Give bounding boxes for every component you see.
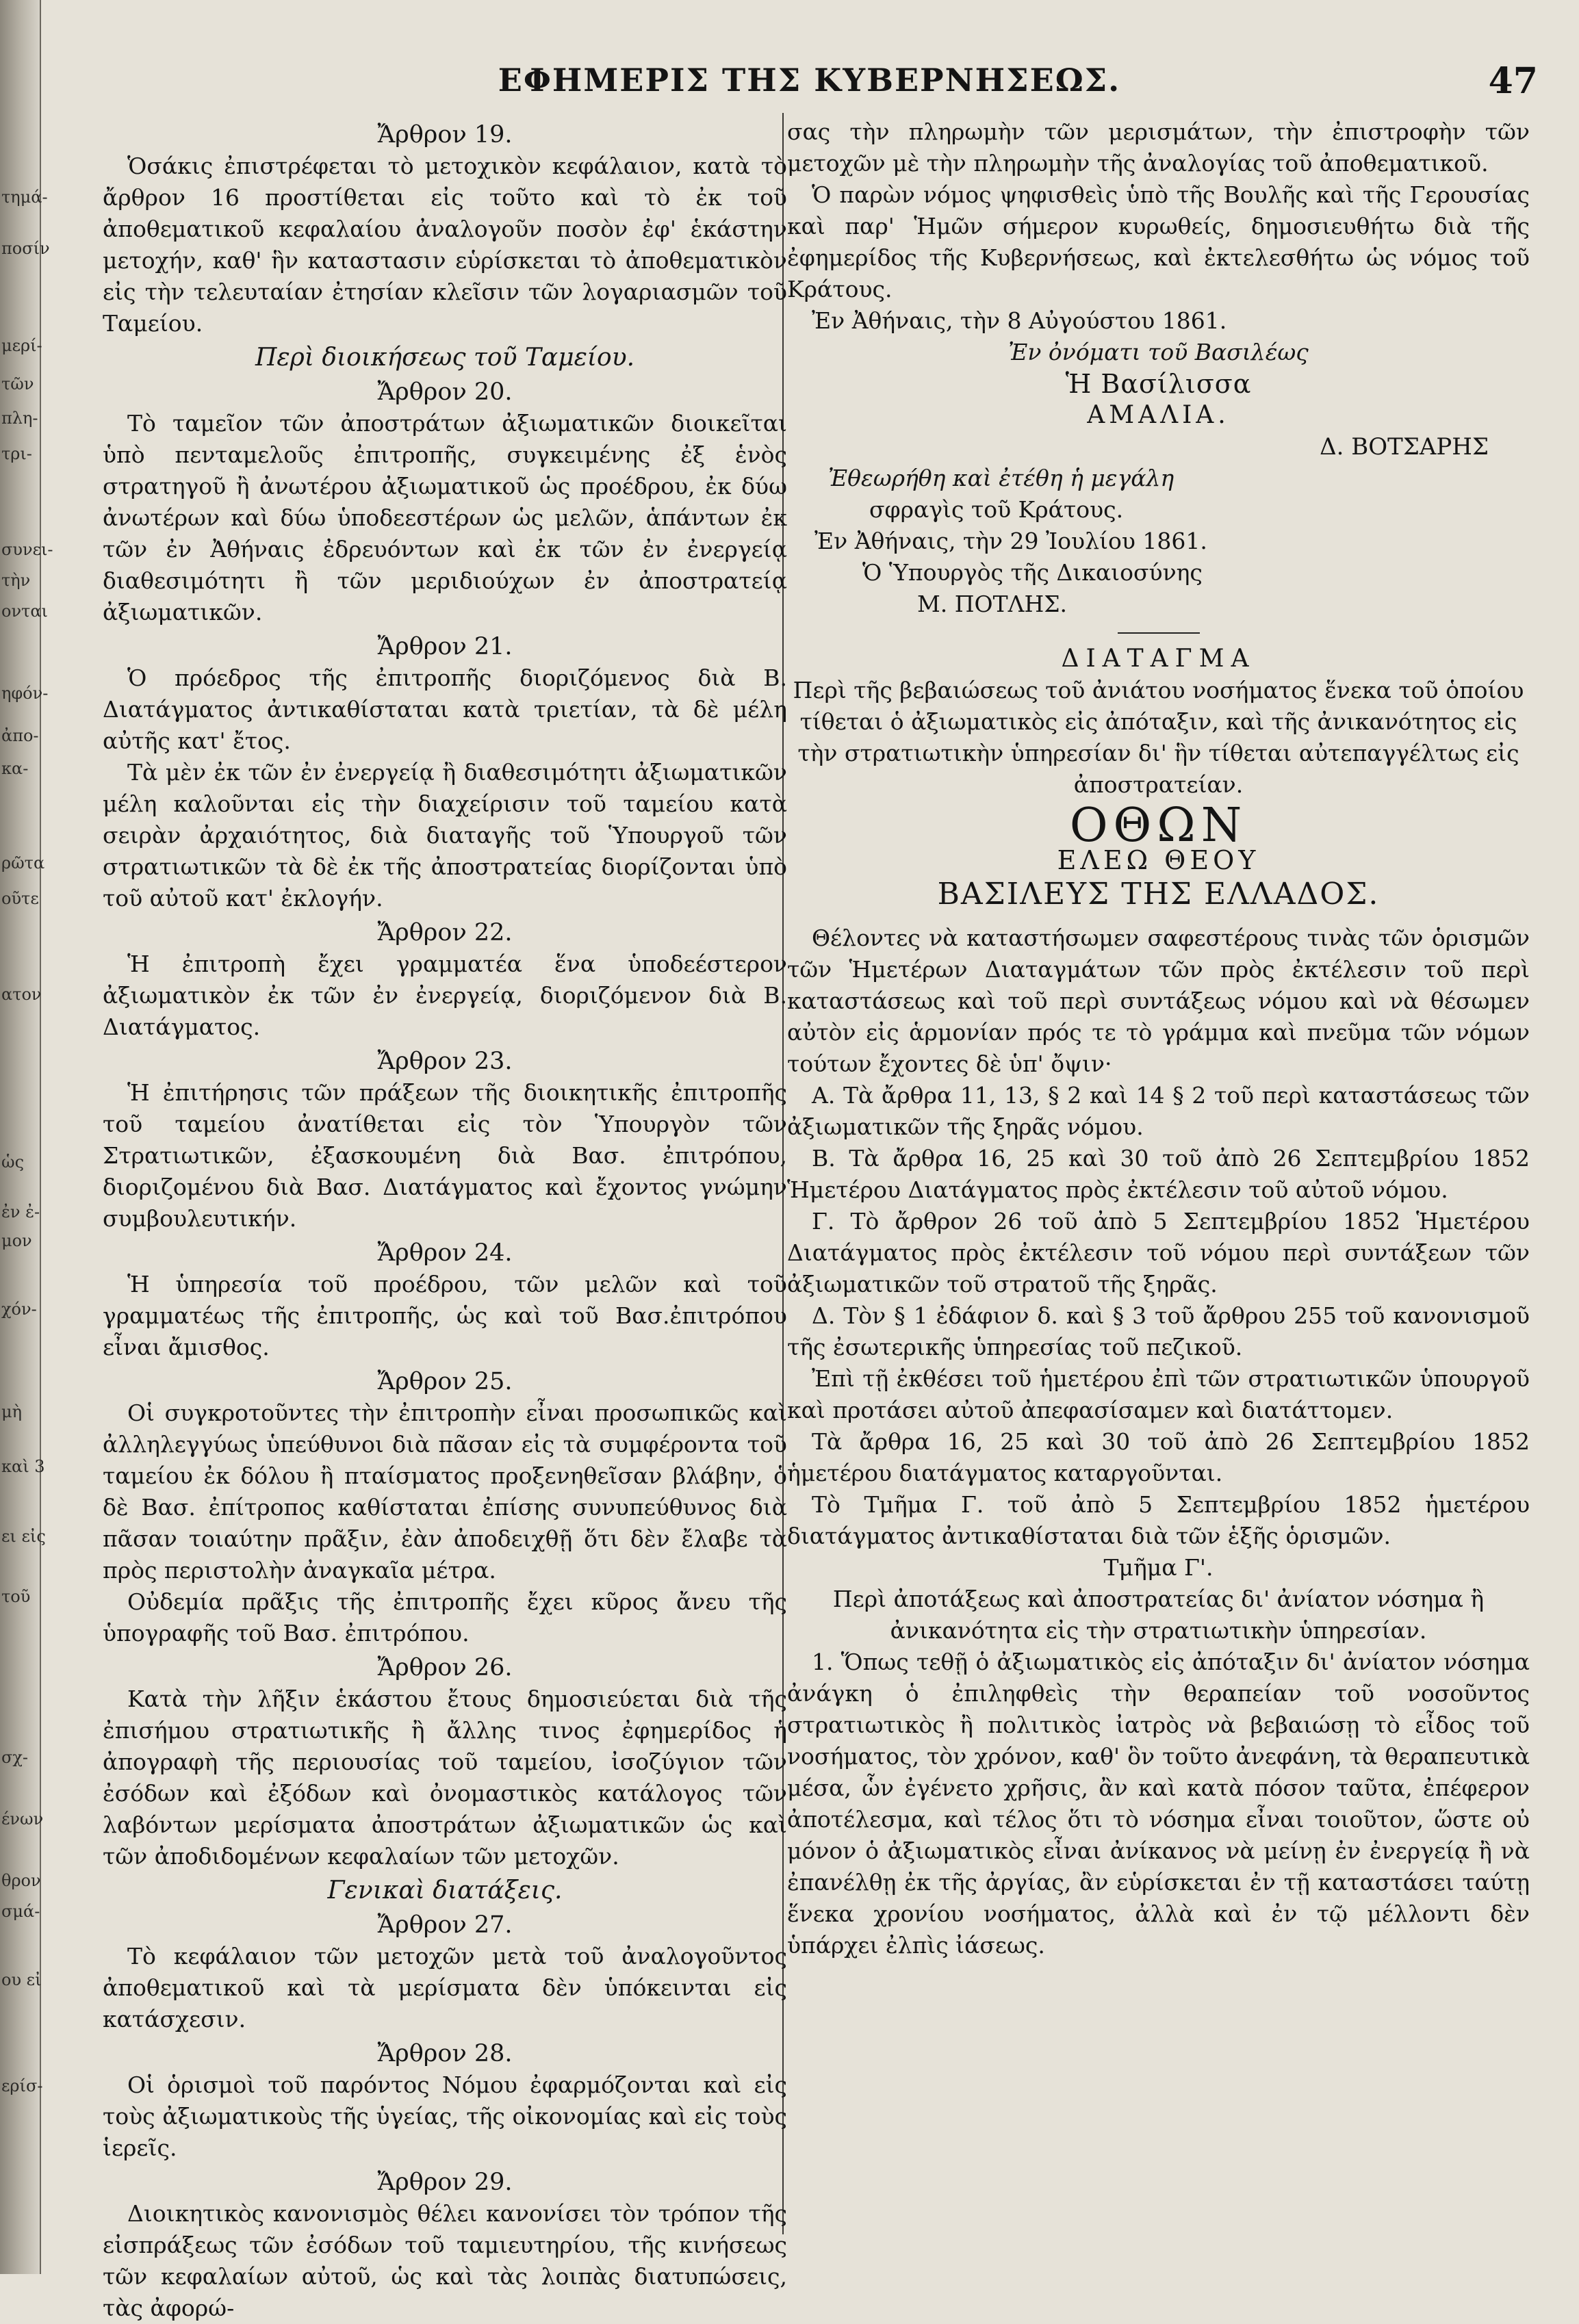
article-text: Οὐδεμία πρᾶξις τῆς ἐπιτροπῆς ἔχει κῦρος ἄνευ τῆς ὑπογραφῆς τοῦ Βασ. ἐπιτρόπου. <box>103 1588 787 1647</box>
queen-title: Ἡ Βασίλισσα <box>1065 369 1252 399</box>
paragraph-text: 1. Ὅπως τεθῇ ὁ ἀξιωματικὸς εἰς ἀπόταξιν δι' ἀνίατον νόσημα ἀνάγκη ὁ ἐπιληφθεὶς τὴν θεραπείαν τοῦ νοσοῦντος στρατιωτικὸς ἢ πολιτικὸς ἰατρὸς νὰ βεβαιώσῃ τὸ εἶδος τοῦ νοσήματος, τὸν χρόνον, καθ' ὃν τοῦτο ἀνεφάνη, τὰ θεραπευτικὰ μέσα, ὧν ἐγένετο χρῆσις, ἂν καὶ κατὰ πόσον ταῦτα, ἐπέφερον ἀποτέλεσμα, καὶ τέλος ὅτι τὸ νόσημα εἶναι τοιοῦτον, ὥστε οὐ μόνον ὁ ἀξιωματικὸς εἶναι ἀνίκανος νὰ μείνῃ ἐν ἐνεργείᾳ ἢ νὰ ἐπανέλθῃ ἐκ τῆς ἀργίας, ἂν εὑρίσκεται ἐν τῇ καταστάσει ταύτῃ ἕνεκα χρονίου νοσήματος, ἀλλὰ καὶ ἐν τῷ μέλλοντι δὲν ὑπάρχει ἐλπὶς ἰάσεως. <box>787 1649 1530 1959</box>
regency-line: Ἐν ὀνόματι τοῦ Βασιλέως <box>1008 339 1309 365</box>
date-line: Ἐν Ἀθήναις, τὴν 8 Αὐγούστου 1861. <box>812 307 1227 334</box>
margin-fragment: ὡς <box>1 1152 25 1172</box>
repeal-text: Τὸ Τμῆμα Γ. τοῦ ἀπὸ 5 Σεπτεμβρίου 1852 ἡμετέρου διατάγματος ἀντικαθίσταται διὰ τῶν ἑξῆς ὁρισμῶν. <box>787 1491 1530 1549</box>
margin-fragment: ἀπο- <box>1 726 39 745</box>
margin-fragment: τρι- <box>1 444 32 463</box>
section-heading: Γενικαὶ διατάξεις. <box>327 1876 563 1905</box>
enactment-text: Ὁ παρὼν νόμος ψηφισθεὶς ὑπὸ τῆς Βουλῆς καὶ τῆς Γερουσίας καὶ παρ' Ἡμῶν σήμερον κυρωθείς, δημοσιευθήτω διὰ τῆς ἐφημερίδος τῆς Κυβερνήσεως, καὶ ἐκτελεσθήτω ὡς νόμος τοῦ Κράτους. <box>787 181 1530 302</box>
list-item: Β. Τὰ ἄρθρα 16, 25 καὶ 30 τοῦ ἀπὸ 26 Σεπτεμβρίου 1852 Ἡμετέρου Διατάγματος πρὸς ἐκτέλεσιν τοῦ αὐτοῦ νόμου. <box>787 1145 1530 1203</box>
list-item: Γ. Τὸ ἄρθρον 26 τοῦ ἀπὸ 5 Σεπτεμβρίου 1852 Ἡμετέρου Διατάγματος πρὸς ἐκτέλεσιν τοῦ νόμου περὶ συντάξεων τῶν ἀξιωματικῶν τοῦ στρατοῦ τῆς ξηρᾶς. <box>787 1208 1530 1297</box>
section-rule <box>1118 632 1200 634</box>
margin-fragment: χόν- <box>1 1300 37 1319</box>
article-text: Τὸ κεφάλαιον τῶν μετοχῶν μετὰ τοῦ ἀναλογοῦντος ἀποθεματικοῦ καὶ τὰ μερίσματα δὲν ὑπόκεινται εἰς κατάσχεσιν. <box>103 1943 787 2032</box>
article-text: Ἡ ἐπιτροπὴ ἔχει γραμματέα ἕνα ὑποδεέστερον ἀξιωματικὸν ἐκ τῶν ἐν ἐνεργείᾳ, διοριζόμενον διὰ Β. Διατάγματος. <box>103 951 787 1040</box>
article-heading: Ἄρθρον 21. <box>377 633 513 660</box>
seal-line: σφραγὶς τοῦ Κράτους. <box>869 496 1124 523</box>
margin-fragment: ἐν ἐ- <box>1 1202 40 1222</box>
article-text: Τὸ ταμεῖον τῶν ἀποστράτων ἀξιωματικῶν διοικεῖται ὑπὸ πενταμελοῦς ἐπιτροπῆς, συγκειμένης ἐξ ἑνὸς στρατηγοῦ ἢ ἀνωτέρου ἀξιωματικοῦ ὡς προέδρου, ἐκ δύω ἀνωτέρων καὶ δύω ὑποδεεστέρων ὡς μελῶν, ἁπάντων ἐκ τῶν ἐν Ἀθήναις ἐδρευόντων καὶ ἐκ τῶν ἐν ἐνεργείᾳ διαθεσιμότητι ἢ τῶν μεριδιούχων ἐν ἀποστρατείᾳ ἀξιωματικῶν. <box>103 410 787 625</box>
margin-fragment: τῶν <box>1 374 34 393</box>
page-number: 47 <box>1488 60 1538 102</box>
king-name: ΟΘΩΝ <box>1069 799 1248 853</box>
minister-title: Ὁ Ὑπουργὸς τῆς Δικαιοσύνης <box>862 559 1203 586</box>
article-text: Κατὰ τὴν λῆξιν ἑκάστου ἔτους δημοσιεύεται διὰ τῆς ἐπισήμου στρατιωτικῆς ἢ ἄλλης τινος ἐφημερίδος ἡ ἀπογραφὴ τῆς περιουσίας τοῦ ταμείου, ἰσοζύγιον τῶν ἐσόδων καὶ ἐξόδων καὶ ὀνομαστικὸς κατάλογος τῶν λαβόντων μερίσματα ἀποστράτων ἀξιωματικῶν ὡς καὶ τῶν ἀποδιδομένων κεφαλαίων τῶν μετοχῶν. <box>103 1686 787 1870</box>
article-heading: Ἄρθρον 20. <box>377 378 513 406</box>
repeal-text: Τὰ ἄρθρα 16, 25 καὶ 30 τοῦ ἀπὸ 26 Σεπτεμβρίου 1852 ἡμετέρου διατάγματος καταργοῦνται. <box>787 1428 1530 1486</box>
margin-fragment: μὴ <box>1 1402 22 1421</box>
margin-fragment: καὶ 3 <box>1 1457 45 1476</box>
minister-signature: Μ. ΠΟΤΛΗΣ. <box>917 591 1068 617</box>
decree-heading: ΔΙΑΤΑΓΜΑ <box>1061 645 1256 673</box>
section-heading: Τμῆμα Γ'. <box>1103 1554 1214 1581</box>
preamble-text: Θέλοντες νὰ καταστήσωμεν σαφεστέρους τινὰς τῶν ὁρισμῶν τῶν Ἡμετέρων Διαταγμάτων τῶν πρὸς ἐκτέλεσιν τοῦ περὶ καταστάσεως καὶ τοῦ περὶ συντάξεως νόμου καὶ νὰ θέσωμεν αὐτὸν εἰς ἁρμονίαν πρός τε τὸ γράμμα καὶ πνεῦμα τῶν νόμων τούτων ἔχοντες δὲ ὑπ' ὄψιν· <box>787 925 1530 1077</box>
margin-fragment: σμά- <box>1 1902 40 1921</box>
margin-fragment: ει εἰς <box>1 1527 46 1546</box>
article-text: Ἡ ἐπιτήρησις τῶν πράξεων τῆς διοικητικῆς ἐπιτροπῆς τοῦ ταμείου ἀνατίθεται εἰς τὸν Ὑπουργὸν τῶν Στρατιωτικῶν, ἐξασκουμένη διὰ Βασ. ἐπιτρόπου, διοριζομένου διὰ Βασ. Διατάγματος καὶ ἔχοντος γνώμην συμβουλευτικήν. <box>103 1079 787 1232</box>
date-line: Ἐν Ἀθήναις, τὴν 29 Ἰουλίου 1861. <box>814 528 1207 554</box>
seal-line: Ἐθεωρήθη καὶ ἐτέθη ἡ μεγάλη <box>828 465 1174 491</box>
queen-name: ΑΜΑΛΙΑ. <box>1087 401 1230 429</box>
article-text: Ὁ πρόεδρος τῆς ἐπιτροπῆς διοριζόμενος διὰ Β. Διατάγματος ἀντικαθίσταται κατὰ τριετίαν, τὰ δὲ μέλη αὐτῆς κατ' ἔτος. <box>103 664 787 754</box>
article-heading: Ἄρθρον 25. <box>377 1368 513 1395</box>
article-heading: Ἄρθρον 19. <box>377 121 513 149</box>
list-item: Α. Τὰ ἄρθρα 11, 13, § 2 καὶ 14 § 2 τοῦ περὶ καταστάσεως τῶν ἀξιωματικῶν τῆς ξηρᾶς νόμου. <box>787 1082 1530 1140</box>
margin-fragment: τοῦ <box>1 1587 31 1606</box>
minister-signature: Δ. ΒΟΤΣΑΡΗΣ <box>1320 433 1489 461</box>
margin-fragment: ατον <box>1 985 42 1004</box>
margin-fragment: θρον <box>1 1871 41 1890</box>
by-grace-of-god: ΕΛΕΩ ΘΕΟΥ <box>1057 845 1260 875</box>
article-heading: Ἄρθρον 26. <box>377 1654 513 1681</box>
section-heading: Περὶ διοικήσεως τοῦ Ταμείου. <box>255 344 635 372</box>
page-header <box>40 56 1579 104</box>
section-subject: Περὶ ἀποτάξεως καὶ ἀποστρατείας δι' ἀνίατον νόσημα ἢ ἀνικανότητα εἰς τὴν στρατιωτικὴν ὑπηρεσίαν. <box>832 1586 1485 1644</box>
list-item: Δ. Τὸν § 1 ἐδάφιον δ. καὶ § 3 τοῦ ἄρθρου 255 τοῦ κανονισμοῦ τῆς ἐσωτερικῆς ὑπηρεσίας τοῦ πεζικοῦ. <box>787 1302 1530 1360</box>
margin-fragment: σχ- <box>1 1748 29 1767</box>
right-column <box>787 116 1530 1961</box>
continued-text: σας τὴν πληρωμὴν τῶν μερισμάτων, τὴν ἐπιστροφὴν τῶν μετοχῶν μὲ τὴν πληρωμὴν τῆς ἀναλογίας τοῦ ἀποθεματικοῦ. <box>787 118 1530 177</box>
proposal-text: Ἐπὶ τῇ ἐκθέσει τοῦ ἡμετέρου ἐπὶ τῶν στρατιωτικῶν ὑπουργοῦ καὶ προτάσει αὐτοῦ ἀπεφασίσαμεν καὶ διατάττομεν. <box>787 1365 1530 1423</box>
margin-fragment: ερίσ- <box>1 2076 43 2095</box>
article-text: Οἱ συγκροτοῦντες τὴν ἐπιτροπὴν εἶναι προσωπικῶς καὶ ἀλληλεγγύως ὑπεύθυνοι διὰ πᾶσαν εἰς τὰ συμφέροντα τοῦ ταμείου ἐκ δόλου ἢ πταίσματος προξενηθεῖσαν βλάβην, ὁ δὲ Βασ. ἐπίτροπος καθίσταται ἐπίσης συνυπεύθυνος διὰ πᾶσαν τοιαύτην πρᾶξιν, ἐὰν ἀποδειχθῇ ὅτι δὲν ἔλαβε τὰ πρὸς περιστολὴν ἀναγκαῖα μέτρα. <box>103 1399 787 1584</box>
article-heading: Ἄρθρον 27. <box>377 1911 513 1939</box>
margin-fragment: ηφόν- <box>1 684 49 703</box>
margin-fragment: πλη- <box>1 409 38 428</box>
margin-fragment: συνει- <box>1 540 53 559</box>
king-of-greece: ΒΑΣΙΛΕΥΣ ΤΗΣ ΕΛΛΑΔΟΣ. <box>937 877 1380 912</box>
article-text: Τὰ μὲν ἐκ τῶν ἐν ἐνεργείᾳ ἢ διαθεσιμότητι ἀξιωματικῶν μέλη καλοῦνται εἰς τὴν διαχείρισιν τοῦ ταμείου κατὰ σειρὰν ἀρχαιότητος, διὰ διαταγῆς τοῦ Ὑπουργοῦ τῶν στρατιωτικῶν τὰ δὲ ἐκ τῆς ἀποστρατείας διορίζονται ὑπὸ τοῦ αὐτοῦ κατ' ἐκλογήν. <box>103 759 787 912</box>
adjacent-page-margin <box>0 0 53 2274</box>
article-heading: Ἄρθρον 24. <box>377 1239 513 1267</box>
article-text: Διοικητικὸς κανονισμὸς θέλει κανονίσει τὸν τρόπον τῆς εἰσπράξεως τῶν ἐσόδων τοῦ ταμιευτηρίου, τῆς κινήσεως τῶν κεφαλαίων αὐτοῦ, ὡς καὶ τὰς λοιπὰς διατυπώσεις, τὰς ἀφορώ- <box>103 2200 787 2321</box>
margin-fragment: ρῶτα <box>1 853 45 873</box>
article-heading: Ἄρθρον 22. <box>377 919 513 946</box>
article-text: Ὁσάκις ἐπιστρέφεται τὸ μετοχικὸν κεφάλαιον, κατὰ τὸ ἄρθρον 16 προστίθεται εἰς τοῦτο καὶ τὸ ἐκ τοῦ ἀποθεματικοῦ κεφαλαίου ἀναλογοῦν ποσὸν ἐφ' ἑκάστην μετοχήν, καθ' ἣν καταστασιν εὑρίσκεται τὸ ἀποθεματικὸν εἰς τὴν τελευταίαν ἐτησίαν κλεῖσιν τῶν λογαριασμῶν τοῦ Ταμείου. <box>103 153 787 337</box>
decree-subject: Περὶ τῆς βεβαιώσεως τοῦ ἀνιάτου νοσήματος ἕνεκα τοῦ ὁποίου τίθεται ὁ ἀξιωματικὸς εἰς ἀπόταξιν, καὶ τῆς ἀνικανότητος εἰς τὴν στρατιωτικὴν ὑπηρεσίαν δι' ἣν τίθεται αὐτεπαγγέλτως εἰς ἀποστρατείαν. <box>793 677 1524 798</box>
margin-fragment: μερί- <box>1 336 42 355</box>
margin-fragment: τὴν <box>1 571 31 590</box>
article-text: Οἱ ὁρισμοὶ τοῦ παρόντος Νόμου ἐφαρμόζονται καὶ εἰς τοὺς ἀξιωματικοὺς τῆς ὑγείας, τῆς οἰκονομίας καὶ εἰς τοὺς ἱερεῖς. <box>103 2071 787 2161</box>
article-heading: Ἄρθρον 23. <box>377 1048 513 1075</box>
margin-fragment: ένων <box>1 1809 44 1829</box>
margin-fragment: ποσίν <box>1 239 50 258</box>
margin-fragment: μον <box>1 1231 32 1250</box>
article-heading: Ἄρθρον 28. <box>377 2040 513 2067</box>
gazette-title: ΕΦΗΜΕΡΙΣ ΤΗΣ ΚΥΒΕΡΝΗΣΕΩΣ. <box>498 62 1121 99</box>
margin-fragment: ονται <box>1 602 48 621</box>
margin-fragment: οῦτε <box>1 889 39 908</box>
margin-fragment: τημά- <box>1 188 48 207</box>
article-text: Ἡ ὑπηρεσία τοῦ προέδρου, τῶν μελῶν καὶ τοῦ γραμματέως τῆς ἐπιτροπῆς, ὡς καὶ τοῦ Βασ.ἐπιτρόπου εἶναι ἄμισθος. <box>103 1271 787 1360</box>
article-heading: Ἄρθρον 29. <box>377 2169 513 2196</box>
left-column <box>103 116 787 2324</box>
margin-fragment: κα- <box>1 759 29 778</box>
margin-fragment: ου εἰ <box>1 1970 42 1989</box>
